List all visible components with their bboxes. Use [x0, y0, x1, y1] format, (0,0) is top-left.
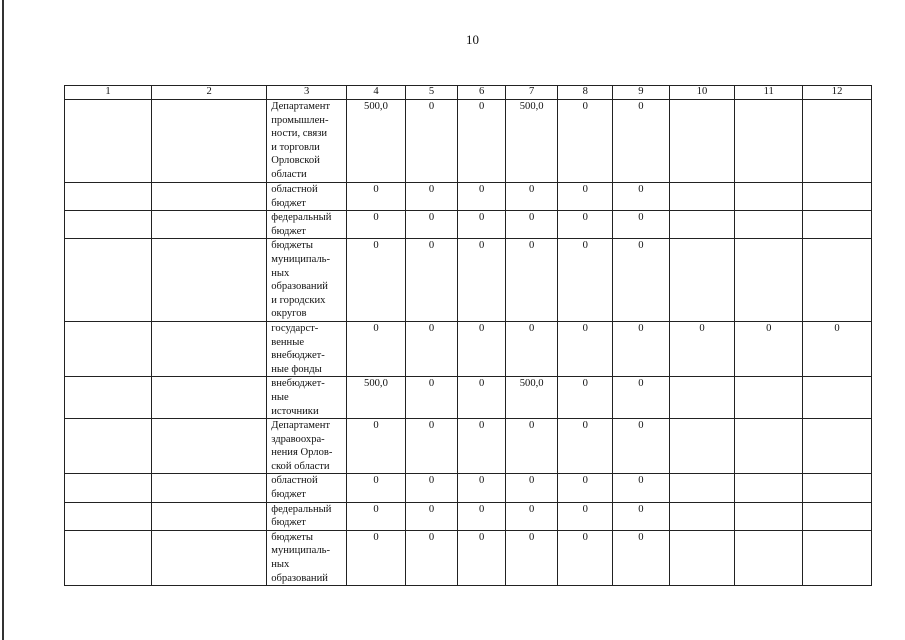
column-number-cell: 1	[65, 86, 152, 100]
value-cell	[803, 530, 872, 585]
funding-source-line: ные фонды	[271, 363, 322, 375]
funding-source-line: источники	[271, 405, 319, 417]
funding-source-line: области	[271, 168, 307, 180]
funding-source-line: образований	[271, 281, 328, 293]
value-cell: 0	[405, 100, 458, 183]
column-number-cell: 5	[405, 86, 458, 100]
value-cell: 500,0	[347, 377, 406, 419]
funding-source-line: и торговли	[271, 141, 320, 153]
value-cell: 0	[613, 530, 670, 585]
value-cell: 0	[458, 502, 506, 530]
column-number-cell: 3	[267, 86, 347, 100]
funding-source-line: бюджет	[271, 197, 306, 209]
value-cell: 0	[347, 183, 406, 211]
funding-source-line: здравоохра-	[271, 433, 325, 445]
value-cell	[803, 377, 872, 419]
measure-name-cell	[151, 100, 266, 183]
value-cell	[803, 502, 872, 530]
table-row	[65, 377, 872, 419]
funding-source-line: внебюджет-	[271, 378, 325, 390]
column-number-cell: 11	[735, 86, 803, 100]
value-cell: 0	[458, 183, 506, 211]
value-cell: 0	[613, 239, 670, 322]
funding-source-line: и городских	[271, 294, 326, 306]
value-cell: 0	[458, 100, 506, 183]
funding-source-line: Департамент	[271, 101, 331, 112]
value-cell: 0	[347, 321, 406, 376]
budget-table	[64, 85, 872, 586]
column-number-cell: 12	[803, 86, 872, 100]
value-cell: 0	[347, 419, 406, 474]
value-cell: 0	[505, 502, 558, 530]
funding-source-line: бюджет	[271, 517, 306, 529]
value-cell: 0	[613, 377, 670, 419]
value-cell: 0	[505, 419, 558, 474]
row-number-cell	[65, 321, 152, 376]
value-cell: 0	[613, 321, 670, 376]
measure-name-cell	[151, 474, 266, 502]
value-cell: 0	[613, 419, 670, 474]
value-cell: 0	[558, 239, 613, 322]
funding-source-line: венные	[271, 336, 305, 348]
funding-source-line: областной	[271, 184, 318, 195]
value-cell	[735, 502, 803, 530]
value-cell	[735, 419, 803, 474]
funding-source-line: федеральный	[271, 212, 332, 224]
funding-source-line: бюджет	[271, 489, 306, 501]
value-cell: 0	[558, 474, 613, 502]
column-number-cell: 9	[613, 86, 670, 100]
funding-source-line: бюджеты	[271, 531, 314, 543]
value-cell: 500,0	[347, 100, 406, 183]
row-number-cell	[65, 474, 152, 502]
column-number-cell: 10	[669, 86, 735, 100]
value-cell: 0	[558, 377, 613, 419]
value-cell	[669, 419, 735, 474]
value-cell: 0	[613, 502, 670, 530]
measure-name-cell	[151, 211, 266, 239]
measure-name-cell	[151, 377, 266, 419]
funding-source-cell	[267, 321, 347, 376]
page-number: 10	[466, 32, 479, 47]
value-cell	[735, 211, 803, 239]
funding-source-line: муниципаль-	[271, 253, 331, 265]
value-cell: 0	[558, 321, 613, 376]
column-number-cell: 8	[558, 86, 613, 100]
funding-source-line: ской области	[271, 460, 330, 472]
funding-source-line: федеральный	[271, 503, 332, 515]
funding-source-line: Орловской	[271, 155, 320, 167]
value-cell: 0	[405, 211, 458, 239]
value-cell: 0	[458, 419, 506, 474]
table-row	[65, 321, 872, 376]
row-number-cell	[65, 419, 152, 474]
measure-name-cell	[151, 502, 266, 530]
funding-source-line: областной	[271, 475, 318, 487]
funding-source-cell	[267, 377, 347, 419]
value-cell: 0	[613, 183, 670, 211]
value-cell	[735, 100, 803, 183]
value-cell	[803, 239, 872, 322]
value-cell: 0	[558, 100, 613, 183]
funding-source-cell	[267, 239, 347, 322]
value-cell	[803, 211, 872, 239]
value-cell	[669, 530, 735, 585]
funding-source-line: государст-	[271, 322, 319, 334]
value-cell: 0	[613, 211, 670, 239]
row-number-cell	[65, 183, 152, 211]
table-row	[65, 211, 872, 239]
value-cell: 0	[505, 239, 558, 322]
value-cell: 0	[558, 530, 613, 585]
row-number-cell	[65, 502, 152, 530]
table-row	[65, 474, 872, 502]
value-cell: 0	[735, 321, 803, 376]
table-row	[65, 530, 872, 585]
value-cell: 0	[347, 474, 406, 502]
funding-source-line: ных	[271, 267, 290, 279]
table-body	[65, 86, 872, 586]
measure-name-cell	[151, 419, 266, 474]
column-number-row	[65, 86, 872, 100]
value-cell: 0	[405, 419, 458, 474]
value-cell	[669, 239, 735, 322]
funding-source-cell	[267, 502, 347, 530]
value-cell	[735, 377, 803, 419]
row-number-cell	[65, 211, 152, 239]
value-cell: 500,0	[505, 100, 558, 183]
value-cell: 0	[347, 530, 406, 585]
table-row	[65, 239, 872, 322]
value-cell	[735, 239, 803, 322]
value-cell: 0	[347, 502, 406, 530]
value-cell: 0	[558, 419, 613, 474]
funding-source-cell	[267, 419, 347, 474]
value-cell	[669, 100, 735, 183]
funding-source-line: муниципаль-	[271, 545, 331, 557]
value-cell: 0	[405, 502, 458, 530]
value-cell: 0	[505, 530, 558, 585]
value-cell	[669, 377, 735, 419]
measure-name-cell	[151, 239, 266, 322]
funding-source-cell	[267, 474, 347, 502]
value-cell: 0	[558, 183, 613, 211]
funding-source-line: образований	[271, 572, 328, 584]
value-cell: 0	[458, 530, 506, 585]
row-number-cell	[65, 239, 152, 322]
value-cell: 0	[458, 377, 506, 419]
funding-source-line: Департамент	[271, 420, 331, 432]
funding-source-line: ности, связи	[271, 128, 328, 140]
value-cell: 0	[505, 474, 558, 502]
value-cell: 0	[613, 100, 670, 183]
value-cell: 0	[669, 321, 735, 376]
column-number-cell: 2	[151, 86, 266, 100]
funding-source-cell	[267, 211, 347, 239]
value-cell	[735, 183, 803, 211]
value-cell: 0	[405, 321, 458, 376]
value-cell	[803, 100, 872, 183]
funding-source-line: ные	[271, 391, 289, 403]
value-cell	[803, 419, 872, 474]
value-cell: 0	[405, 377, 458, 419]
value-cell: 0	[458, 239, 506, 322]
row-number-cell	[65, 530, 152, 585]
funding-source-cell	[267, 530, 347, 585]
row-number-cell	[65, 100, 152, 183]
value-cell	[735, 474, 803, 502]
value-cell	[669, 474, 735, 502]
value-cell: 0	[803, 321, 872, 376]
funding-source-cell	[267, 100, 347, 183]
value-cell: 0	[347, 239, 406, 322]
value-cell	[669, 211, 735, 239]
value-cell: 500,0	[505, 377, 558, 419]
table-row	[65, 502, 872, 530]
funding-source-line: нения Орлов-	[271, 447, 333, 459]
measure-name-cell	[151, 530, 266, 585]
value-cell	[803, 183, 872, 211]
value-cell	[669, 502, 735, 530]
value-cell: 0	[558, 211, 613, 239]
funding-source-line: промышлен-	[271, 114, 329, 126]
value-cell: 0	[458, 211, 506, 239]
funding-source-line: бюджеты	[271, 240, 314, 252]
value-cell: 0	[505, 183, 558, 211]
value-cell: 0	[613, 474, 670, 502]
funding-source-line: бюджет	[271, 225, 306, 237]
column-number-cell: 7	[505, 86, 558, 100]
value-cell: 0	[505, 211, 558, 239]
funding-source-cell	[267, 183, 347, 211]
table-row	[65, 419, 872, 474]
funding-source-line: ных	[271, 559, 290, 571]
funding-source-line: округов	[271, 308, 307, 320]
value-cell: 0	[405, 183, 458, 211]
value-cell: 0	[458, 474, 506, 502]
value-cell: 0	[458, 321, 506, 376]
value-cell: 0	[558, 502, 613, 530]
value-cell: 0	[405, 474, 458, 502]
value-cell: 0	[505, 321, 558, 376]
value-cell	[669, 183, 735, 211]
value-cell	[803, 474, 872, 502]
value-cell	[735, 530, 803, 585]
measure-name-cell	[151, 183, 266, 211]
row-number-cell	[65, 377, 152, 419]
value-cell: 0	[405, 530, 458, 585]
measure-name-cell	[151, 321, 266, 376]
value-cell: 0	[347, 211, 406, 239]
column-number-cell: 6	[458, 86, 506, 100]
column-number-cell: 4	[347, 86, 406, 100]
page-edge-line	[2, 0, 4, 640]
funding-source-line: внебюджет-	[271, 350, 325, 362]
table-row	[65, 183, 872, 211]
table-row	[65, 100, 872, 183]
value-cell: 0	[405, 239, 458, 322]
